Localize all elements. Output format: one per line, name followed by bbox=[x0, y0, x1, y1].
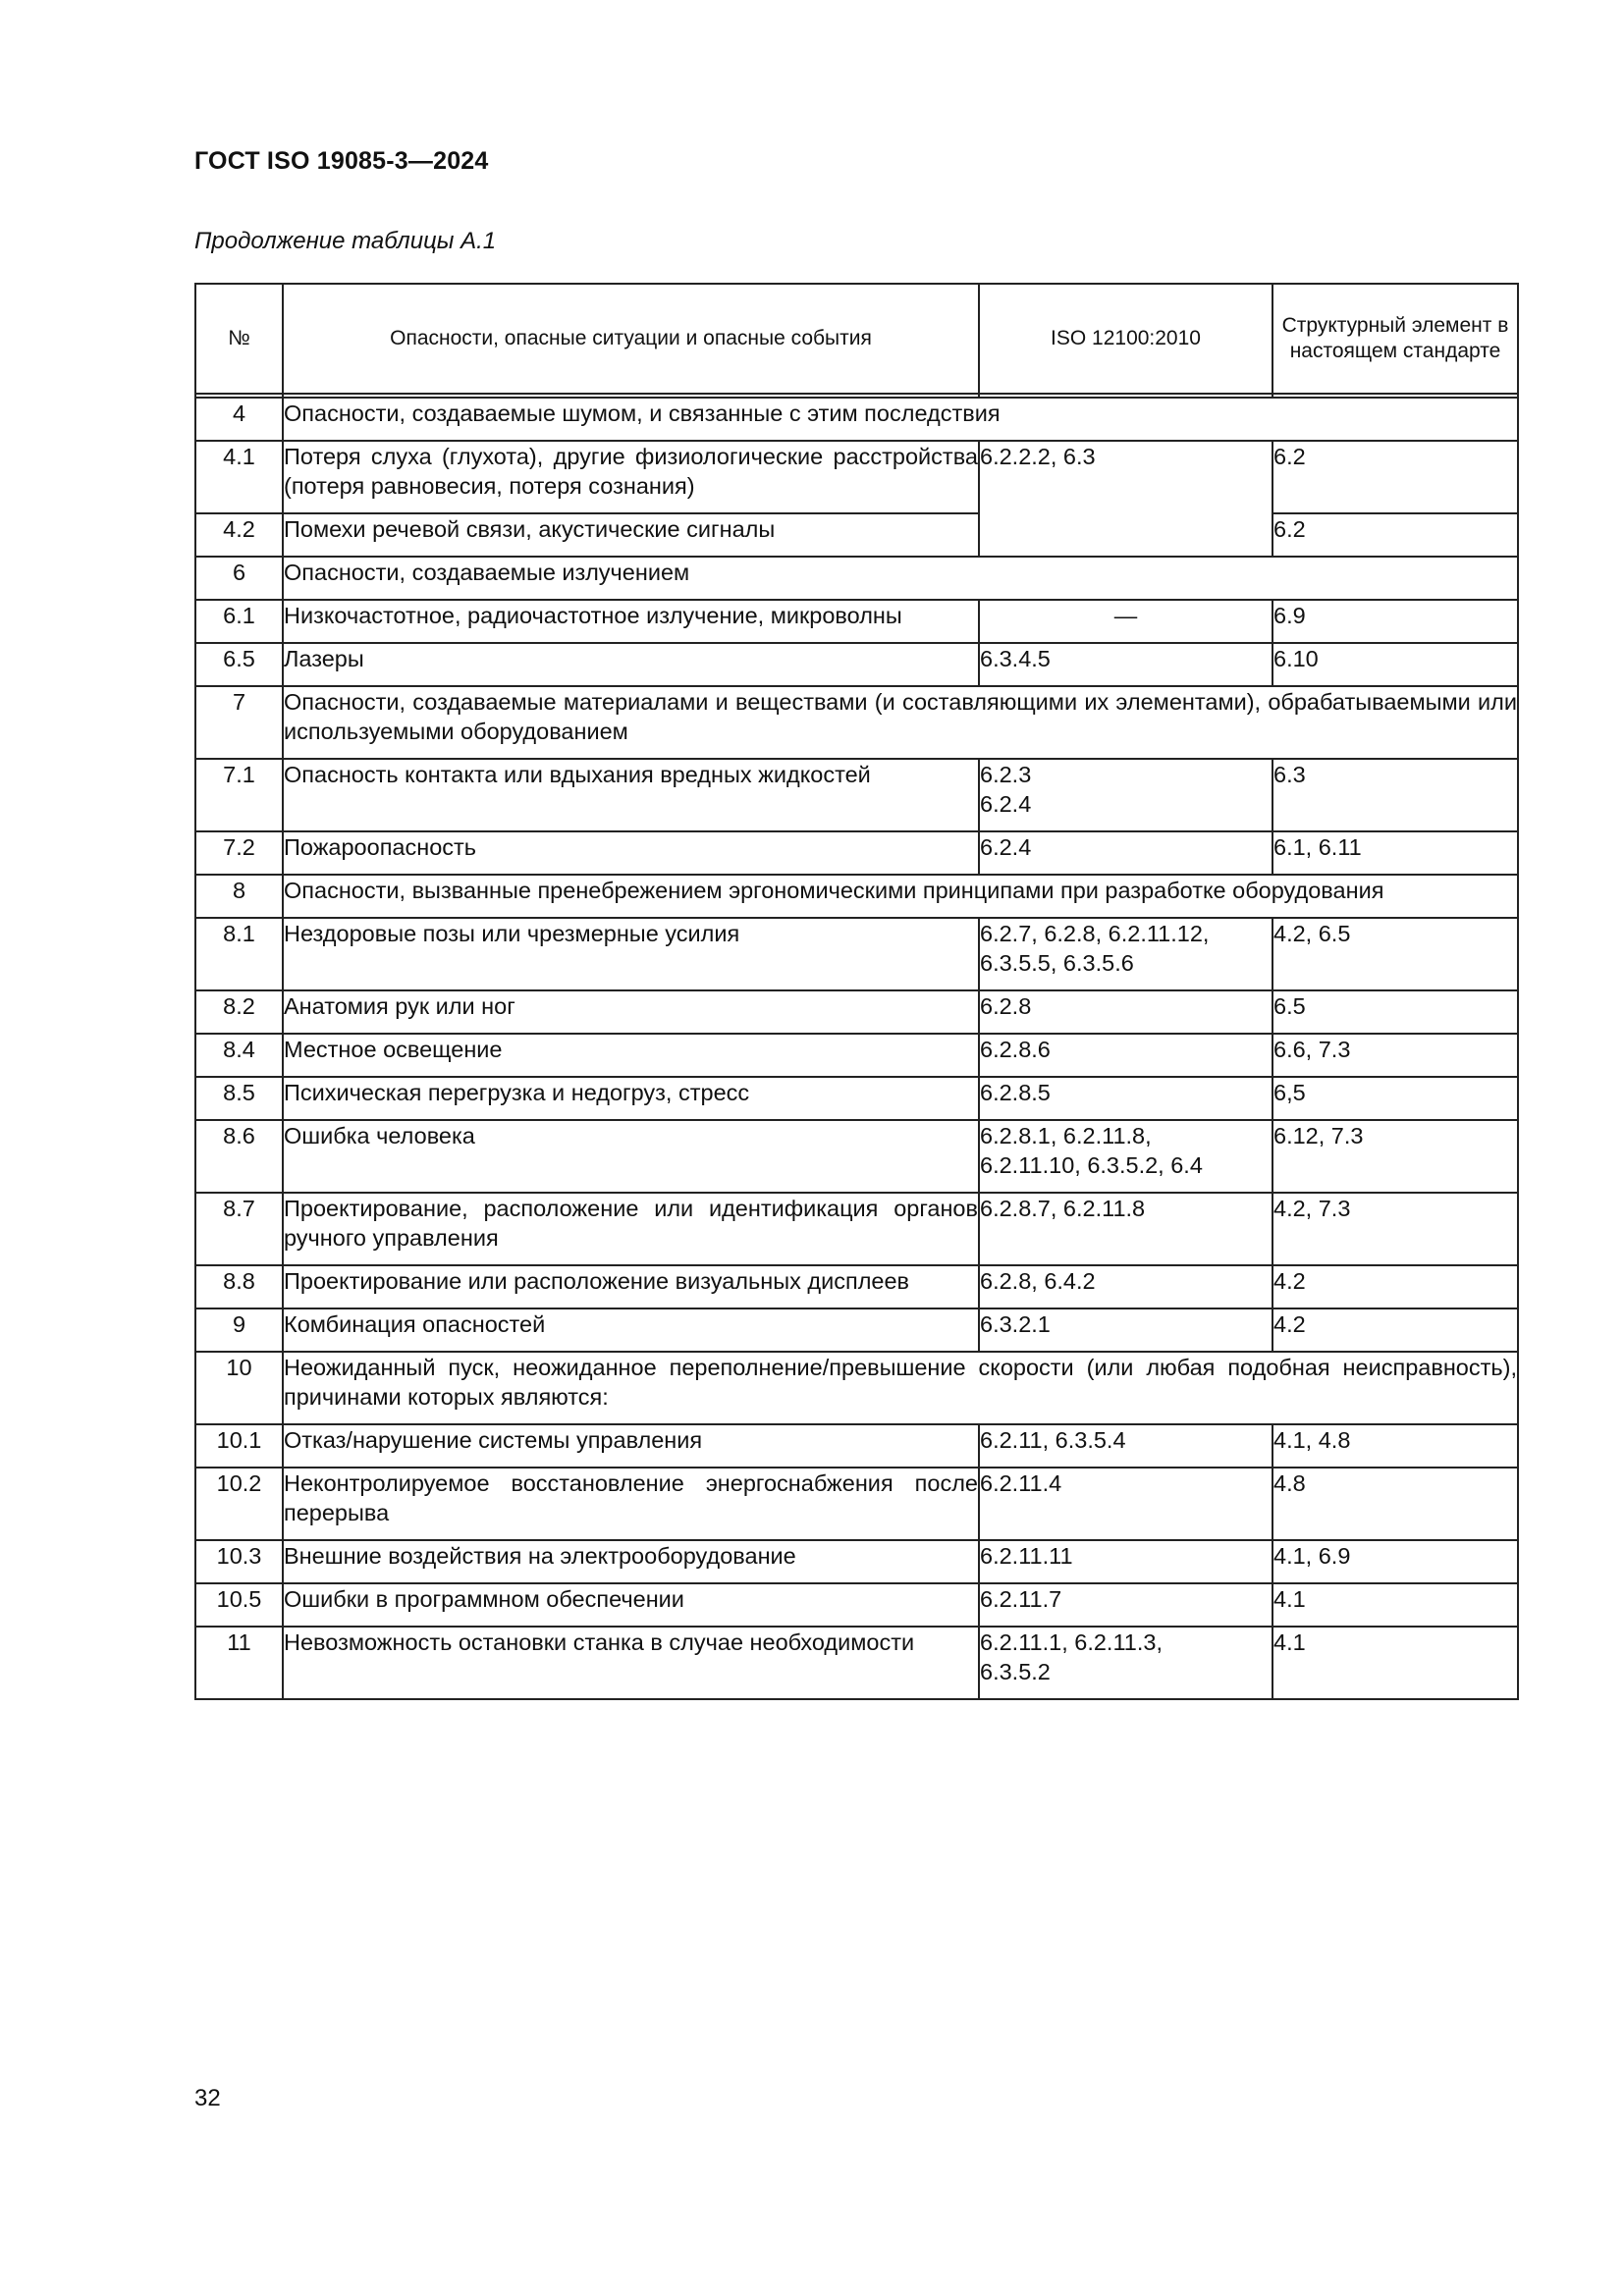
table-row bbox=[195, 875, 1518, 918]
table-row bbox=[195, 686, 1518, 759]
structural-element: 6.1, 6.11 bbox=[1272, 831, 1518, 875]
row-number: 8.4 bbox=[195, 1034, 283, 1077]
col-header-hazards: Опасности, опасные ситуации и опасные события bbox=[283, 284, 979, 394]
table-row bbox=[195, 557, 1518, 600]
table-row bbox=[195, 1077, 1518, 1120]
iso-reference bbox=[979, 1627, 1272, 1699]
iso-reference: 6.2.8.5 bbox=[979, 1077, 1272, 1120]
hazard-description: Неконтролируемое восстановление энергоснабжения после перерыва bbox=[283, 1468, 979, 1540]
row-number: 6 bbox=[195, 557, 283, 600]
row-number: 10.2 bbox=[195, 1468, 283, 1540]
iso-reference-line: 6.2.7, 6.2.8, 6.2.11.12, bbox=[980, 921, 1210, 946]
hazard-description: Невозможность остановки станка в случае необходимости bbox=[283, 1627, 979, 1699]
iso-reference-line: 6.2.8.1, 6.2.11.8, bbox=[980, 1123, 1152, 1148]
row-number: 8 bbox=[195, 875, 283, 918]
iso-reference-line: 6.2.3 bbox=[980, 762, 1032, 787]
hazard-description: Психическая перегрузка и недогруз, стресс bbox=[283, 1077, 979, 1120]
iso-reference: 6.2.11.7 bbox=[979, 1583, 1272, 1627]
hazard-description: Проектирование или расположение визуальных дисплеев bbox=[283, 1265, 979, 1308]
row-number: 8.8 bbox=[195, 1265, 283, 1308]
table-row bbox=[195, 600, 1518, 643]
hazard-description: Анатомия рук или ног bbox=[283, 990, 979, 1034]
hazards-table bbox=[194, 283, 1519, 1700]
iso-reference-line: 6.2.4 bbox=[980, 791, 1032, 817]
structural-element: 6.9 bbox=[1272, 600, 1518, 643]
hazard-description: Отказ/нарушение системы управления bbox=[283, 1424, 979, 1468]
structural-element: 4.2 bbox=[1272, 1265, 1518, 1308]
hazard-group-title: Опасности, вызванные пренебрежением эргономическими принципами при разработке оборудования bbox=[283, 875, 1518, 918]
row-number: 7.2 bbox=[195, 831, 283, 875]
iso-reference: 6.3.4.5 bbox=[979, 643, 1272, 686]
table-row bbox=[195, 1627, 1518, 1699]
iso-reference: 6.2.4 bbox=[979, 831, 1272, 875]
table-row bbox=[195, 1540, 1518, 1583]
table-row bbox=[195, 990, 1518, 1034]
structural-element: 6.5 bbox=[1272, 990, 1518, 1034]
structural-element: 4.1 bbox=[1272, 1583, 1518, 1627]
structural-element: 4.1, 4.8 bbox=[1272, 1424, 1518, 1468]
structural-element: 6.2 bbox=[1272, 441, 1518, 513]
hazard-group-title: Опасности, создаваемые излучением bbox=[283, 557, 1518, 600]
hazard-description: Потеря слуха (глухота), другие физиологические расстройства (потеря равновесия, потеря сознания) bbox=[283, 441, 979, 513]
col-header-iso: ISO 12100:2010 bbox=[979, 284, 1272, 394]
row-number: 6.1 bbox=[195, 600, 283, 643]
table-caption: Продолжение таблицы А.1 bbox=[194, 228, 497, 254]
hazard-description: Помехи речевой связи, акустические сигналы bbox=[283, 513, 979, 557]
row-number: 8.6 bbox=[195, 1120, 283, 1193]
iso-reference: 6.2.8.6 bbox=[979, 1034, 1272, 1077]
iso-reference: 6.2.11.11 bbox=[979, 1540, 1272, 1583]
iso-reference bbox=[979, 759, 1272, 831]
hazard-description: Проектирование, расположение или идентификация органов ручного управления bbox=[283, 1193, 979, 1265]
table-row bbox=[195, 513, 1518, 557]
table-row bbox=[195, 1265, 1518, 1308]
iso-reference bbox=[979, 1120, 1272, 1193]
hazard-description: Опасность контакта или вдыхания вредных жидкостей bbox=[283, 759, 979, 831]
row-number: 8.2 bbox=[195, 990, 283, 1034]
hazard-description: Ошибка человека bbox=[283, 1120, 979, 1193]
hazard-group-title: Опасности, создаваемые шумом, и связанные с этим последствия bbox=[283, 398, 1518, 441]
row-number: 4.1 bbox=[195, 441, 283, 513]
table-row bbox=[195, 1583, 1518, 1627]
structural-element: 6.12, 7.3 bbox=[1272, 1120, 1518, 1193]
structural-element: 4.2, 7.3 bbox=[1272, 1193, 1518, 1265]
row-number: 10.3 bbox=[195, 1540, 283, 1583]
table-row bbox=[195, 1424, 1518, 1468]
iso-reference-line: 6.2.11.1, 6.2.11.3, bbox=[980, 1629, 1163, 1655]
structural-element: 4.2 bbox=[1272, 1308, 1518, 1352]
row-number: 4.2 bbox=[195, 513, 283, 557]
structural-element: 6.2 bbox=[1272, 513, 1518, 557]
structural-element: 4.8 bbox=[1272, 1468, 1518, 1540]
iso-reference: — bbox=[979, 600, 1272, 643]
table-row bbox=[195, 398, 1518, 441]
table-row bbox=[195, 1308, 1518, 1352]
structural-element: 4.2, 6.5 bbox=[1272, 918, 1518, 990]
hazard-group-title: Неожиданный пуск, неожиданное переполнение/превышение скорости (или любая подобная неисправность), причинами которых являются: bbox=[283, 1352, 1518, 1424]
table-row bbox=[195, 1193, 1518, 1265]
iso-reference: 6.2.11, 6.3.5.4 bbox=[979, 1424, 1272, 1468]
iso-reference bbox=[979, 918, 1272, 990]
structural-element: 4.1, 6.9 bbox=[1272, 1540, 1518, 1583]
row-number: 9 bbox=[195, 1308, 283, 1352]
table-row bbox=[195, 1352, 1518, 1424]
row-number: 8.7 bbox=[195, 1193, 283, 1265]
structural-element: 6.3 bbox=[1272, 759, 1518, 831]
col-header-number: № bbox=[195, 284, 283, 394]
hazard-description: Пожароопасность bbox=[283, 831, 979, 875]
structural-element: 6.10 bbox=[1272, 643, 1518, 686]
hazard-description: Ошибки в программном обеспечении bbox=[283, 1583, 979, 1627]
row-number: 4 bbox=[195, 398, 283, 441]
table-row bbox=[195, 1034, 1518, 1077]
table-row bbox=[195, 1468, 1518, 1540]
table-row bbox=[195, 441, 1518, 513]
structural-element: 4.1 bbox=[1272, 1627, 1518, 1699]
hazard-description: Местное освещение bbox=[283, 1034, 979, 1077]
row-number: 7 bbox=[195, 686, 283, 759]
hazard-description: Комбинация опасностей bbox=[283, 1308, 979, 1352]
table-row bbox=[195, 1120, 1518, 1193]
hazard-description: Нездоровые позы или чрезмерные усилия bbox=[283, 918, 979, 990]
row-number: 10.5 bbox=[195, 1583, 283, 1627]
iso-reference: 6.2.2.2, 6.3 bbox=[979, 441, 1272, 557]
table-row bbox=[195, 831, 1518, 875]
iso-reference: 6.2.8, 6.4.2 bbox=[979, 1265, 1272, 1308]
row-number: 10 bbox=[195, 1352, 283, 1424]
table-header-row bbox=[195, 284, 1518, 394]
row-number: 11 bbox=[195, 1627, 283, 1699]
iso-reference: 6.2.8.7, 6.2.11.8 bbox=[979, 1193, 1272, 1265]
iso-reference: 6.2.11.4 bbox=[979, 1468, 1272, 1540]
hazard-description: Внешние воздействия на электрооборудование bbox=[283, 1540, 979, 1583]
row-number: 8.5 bbox=[195, 1077, 283, 1120]
document-header: ГОСТ ISO 19085-3—2024 bbox=[194, 147, 489, 175]
table-row bbox=[195, 759, 1518, 831]
structural-element: 6,5 bbox=[1272, 1077, 1518, 1120]
structural-element: 6.6, 7.3 bbox=[1272, 1034, 1518, 1077]
hazard-description: Низкочастотное, радиочастотное излучение, микроволны bbox=[283, 600, 979, 643]
row-number: 6.5 bbox=[195, 643, 283, 686]
iso-reference: 6.2.8 bbox=[979, 990, 1272, 1034]
hazard-group-title: Опасности, создаваемые материалами и веществами (и составляющими их элементами), обрабатываемыми или используемыми оборудованием bbox=[283, 686, 1518, 759]
iso-reference-line: 6.3.5.5, 6.3.5.6 bbox=[980, 950, 1134, 976]
iso-reference-line: 6.2.11.10, 6.3.5.2, 6.4 bbox=[980, 1152, 1203, 1178]
col-header-structural-element: Структурный элемент в настоящем стандарте bbox=[1272, 284, 1518, 394]
iso-reference-line: 6.3.5.2 bbox=[980, 1659, 1051, 1684]
table-row bbox=[195, 918, 1518, 990]
hazard-description: Лазеры bbox=[283, 643, 979, 686]
iso-reference: 6.3.2.1 bbox=[979, 1308, 1272, 1352]
row-number: 10.1 bbox=[195, 1424, 283, 1468]
page-number: 32 bbox=[194, 2085, 221, 2111]
table-row bbox=[195, 643, 1518, 686]
row-number: 7.1 bbox=[195, 759, 283, 831]
row-number: 8.1 bbox=[195, 918, 283, 990]
